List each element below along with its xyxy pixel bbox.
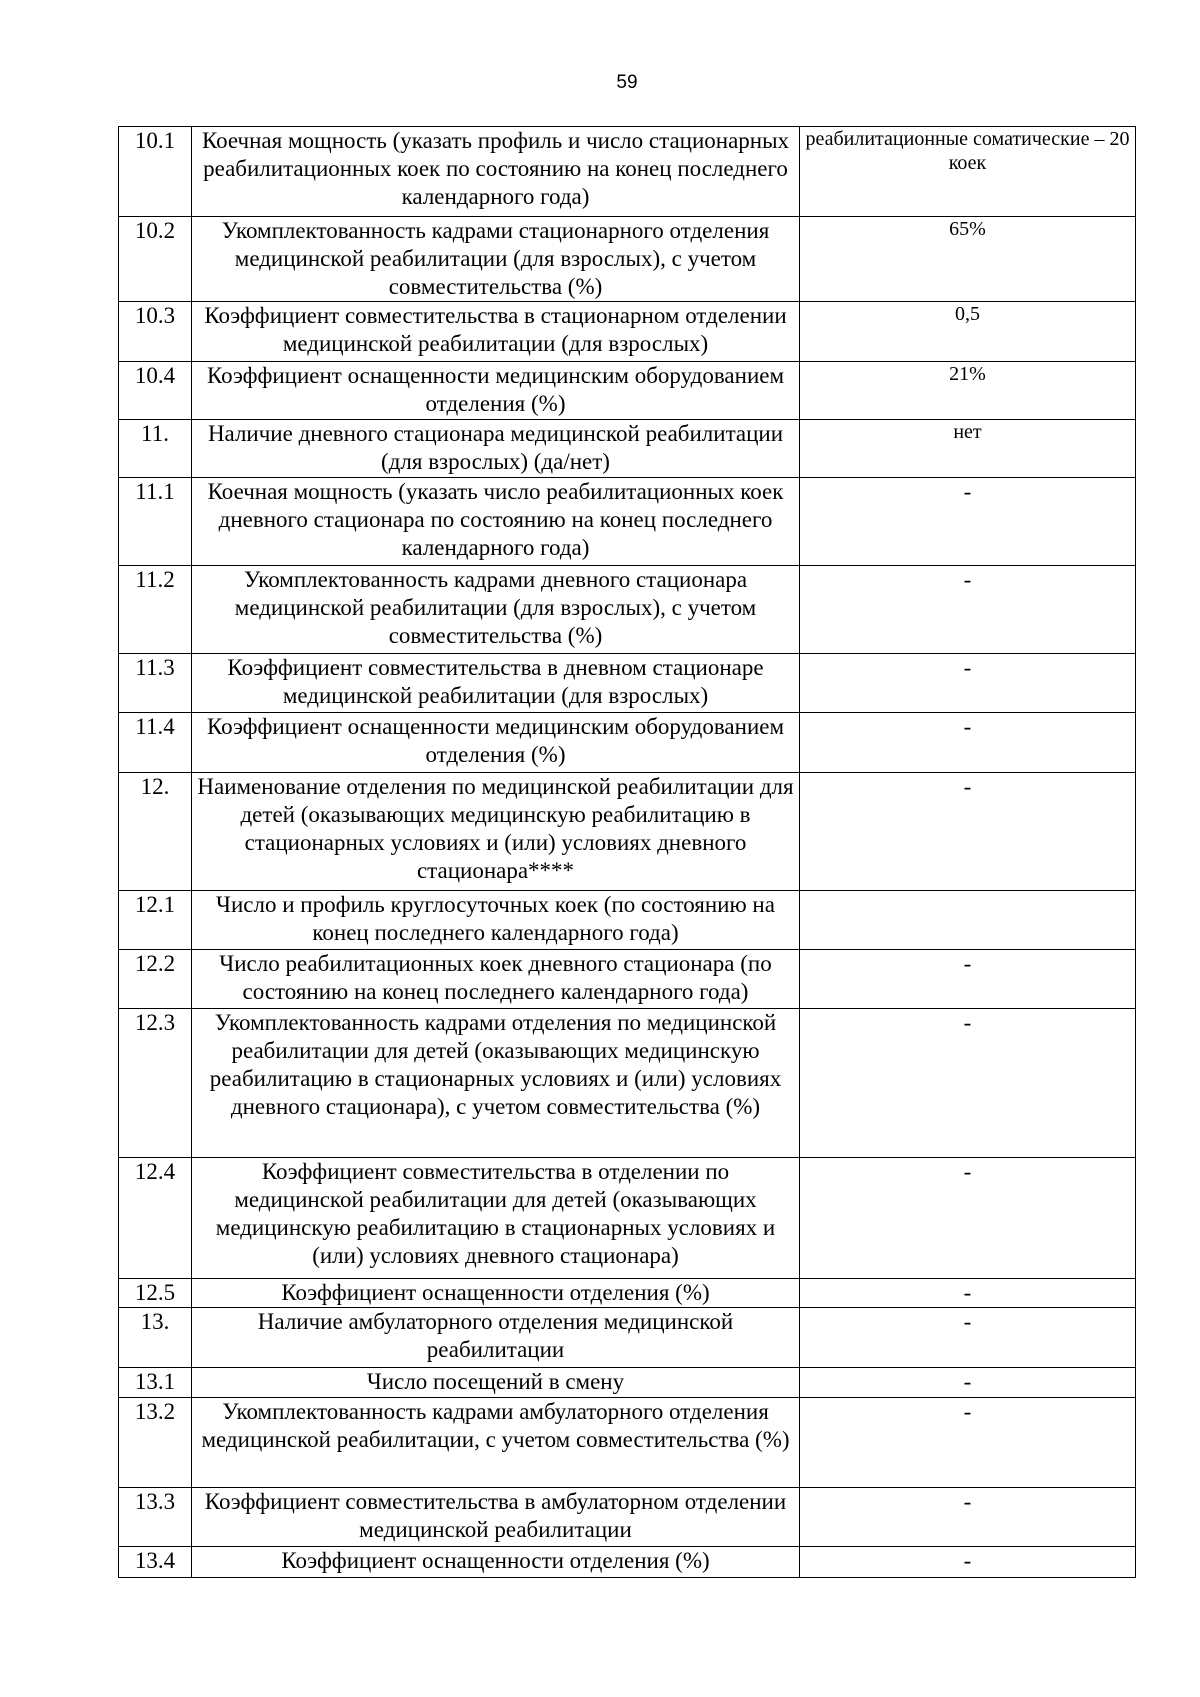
row-description: Коэффициент оснащенности медицинским оборудованием отделения (%)	[192, 713, 800, 773]
row-number: 11.4	[119, 713, 192, 773]
row-value: -	[800, 654, 1136, 713]
table-row	[119, 127, 1136, 217]
row-description: Коэффициент совместительства в дневном стационаре медицинской реабилитации (для взрослых)	[192, 654, 800, 713]
row-number: 12.4	[119, 1158, 192, 1279]
row-value: -	[800, 1158, 1136, 1279]
row-value: -	[800, 950, 1136, 1009]
row-description: Коэффициент совместительства в отделении по медицинской реабилитации для детей (оказывающих медицинскую реабилитацию в стационарных условиях и (или) условиях дневного стационара)	[192, 1158, 800, 1279]
row-number: 13.2	[119, 1398, 192, 1488]
table-row	[119, 950, 1136, 1009]
table-row	[119, 478, 1136, 566]
table-body	[119, 127, 1136, 1578]
row-value: -	[800, 1279, 1136, 1308]
data-table	[118, 126, 1136, 1578]
row-number: 10.2	[119, 217, 192, 302]
row-value: -	[800, 1398, 1136, 1488]
table-row	[119, 420, 1136, 478]
row-number: 13.	[119, 1308, 192, 1368]
row-description: Коэффициент оснащенности отделения (%)	[192, 1547, 800, 1578]
row-number: 11.	[119, 420, 192, 478]
row-number: 12.	[119, 773, 192, 891]
row-description: Наличие дневного стационара медицинской реабилитации (для взрослых) (да/нет)	[192, 420, 800, 478]
row-description: Коэффициент оснащенности отделения (%)	[192, 1279, 800, 1308]
row-value: -	[800, 566, 1136, 654]
row-description: Укомплектованность кадрами стационарного отделения медицинской реабилитации (для взрослых), с учетом совместительства (%)	[192, 217, 800, 302]
row-value: 0,5	[800, 302, 1136, 362]
row-description: Число реабилитационных коек дневного стационара (по состоянию на конец последнего календарного года)	[192, 950, 800, 1009]
row-description: Укомплектованность кадрами отделения по медицинской реабилитации для детей (оказывающих медицинскую реабилитацию в стационарных условиях и (или) условиях дневного стационара), с учетом совместительства (%)	[192, 1009, 800, 1158]
row-description: Укомплектованность кадрами амбулаторного отделения медицинской реабилитации, с учетом совместительства (%)	[192, 1398, 800, 1488]
row-number: 12.5	[119, 1279, 192, 1308]
row-number: 12.3	[119, 1009, 192, 1158]
table-row	[119, 654, 1136, 713]
row-number: 13.1	[119, 1368, 192, 1398]
table-row	[119, 1308, 1136, 1368]
row-number: 10.3	[119, 302, 192, 362]
row-value: -	[800, 1308, 1136, 1368]
row-description: Коэффициент совместительства в стационарном отделении медицинской реабилитации (для взрослых)	[192, 302, 800, 362]
row-value: -	[800, 478, 1136, 566]
row-description: Коечная мощность (указать профиль и число стационарных реабилитационных коек по состоянию на конец последнего календарного года)	[192, 127, 800, 217]
row-value: -	[800, 1547, 1136, 1578]
row-value: -	[800, 713, 1136, 773]
row-number: 10.1	[119, 127, 192, 217]
row-value: -	[800, 1009, 1136, 1158]
table-row	[119, 1398, 1136, 1488]
row-number: 11.1	[119, 478, 192, 566]
table-row	[119, 302, 1136, 362]
row-description: Коэффициент совместительства в амбулаторном отделении медицинской реабилитации	[192, 1488, 800, 1547]
row-description: Число посещений в смену	[192, 1368, 800, 1398]
row-value: нет	[800, 420, 1136, 478]
row-description: Коечная мощность (указать число реабилитационных коек дневного стационара по состоянию на конец последнего календарного года)	[192, 478, 800, 566]
table-row	[119, 1009, 1136, 1158]
row-number: 12.2	[119, 950, 192, 1009]
row-value: -	[800, 1368, 1136, 1398]
row-value: 21%	[800, 362, 1136, 420]
row-number: 11.3	[119, 654, 192, 713]
row-value: реабилитационные соматические – 20 коек	[800, 127, 1136, 217]
table-row	[119, 1547, 1136, 1578]
row-value	[800, 891, 1136, 950]
page-number: 59	[616, 72, 638, 93]
table-row	[119, 713, 1136, 773]
row-number: 13.4	[119, 1547, 192, 1578]
table-row	[119, 362, 1136, 420]
table-row	[119, 217, 1136, 302]
row-description: Число и профиль круглосуточных коек (по состоянию на конец последнего календарного года)	[192, 891, 800, 950]
table-row	[119, 1488, 1136, 1547]
table-row	[119, 1368, 1136, 1398]
table-row	[119, 773, 1136, 891]
row-number: 11.2	[119, 566, 192, 654]
row-description: Укомплектованность кадрами дневного стационара медицинской реабилитации (для взрослых), с учетом совместительства (%)	[192, 566, 800, 654]
row-description: Наличие амбулаторного отделения медицинской реабилитации	[192, 1308, 800, 1368]
row-number: 10.4	[119, 362, 192, 420]
row-value: -	[800, 773, 1136, 891]
table-row	[119, 891, 1136, 950]
table-row	[119, 1279, 1136, 1308]
table-row	[119, 1158, 1136, 1279]
row-description: Коэффициент оснащенности медицинским оборудованием отделения (%)	[192, 362, 800, 420]
row-number: 13.3	[119, 1488, 192, 1547]
row-value: 65%	[800, 217, 1136, 302]
row-description: Наименование отделения по медицинской реабилитации для детей (оказывающих медицинскую реабилитацию в стационарных условиях и (или) условиях дневного стационара****	[192, 773, 800, 891]
table-row	[119, 566, 1136, 654]
row-number: 12.1	[119, 891, 192, 950]
row-value: -	[800, 1488, 1136, 1547]
